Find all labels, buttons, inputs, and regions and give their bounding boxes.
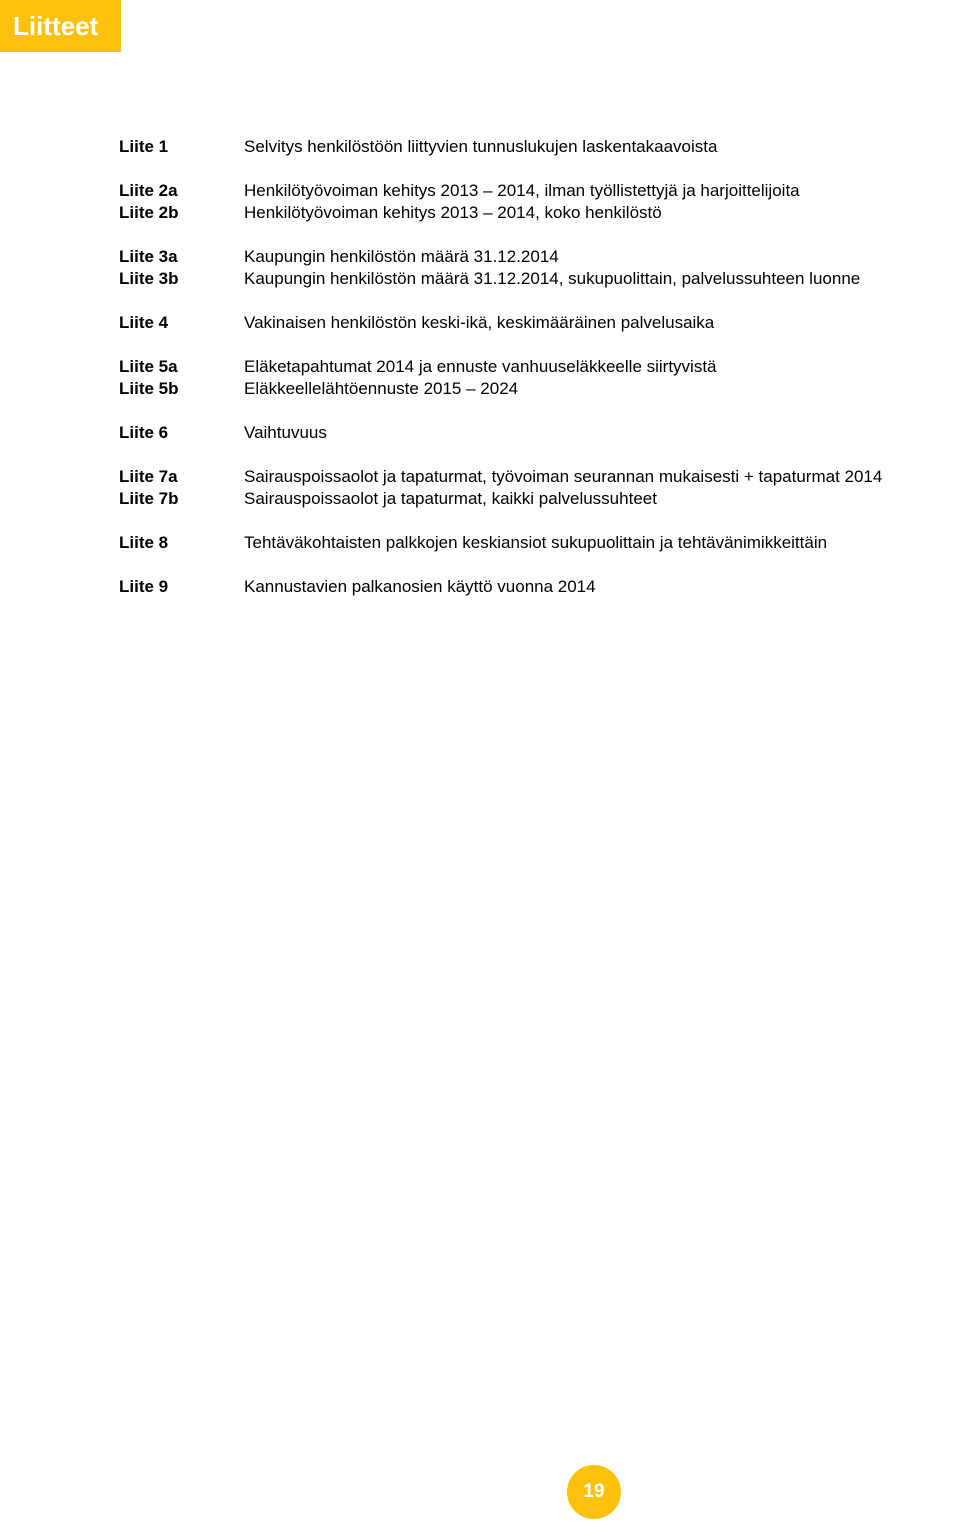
appendix-label: Liite 7a xyxy=(119,467,178,486)
appendix-description: Vaihtuvuus xyxy=(244,423,327,442)
appendix-label: Liite 9 xyxy=(119,577,169,596)
appendix-label: Liite 4 xyxy=(119,313,169,332)
appendix-label: Liite 8 xyxy=(119,533,169,552)
appendix-description: Eläketapahtumat 2014 ja ennuste vanhuuseläkkeelle siirtyvistä xyxy=(244,357,717,376)
page-title: Liitteet xyxy=(0,0,121,52)
appendix-label: Liite 5a xyxy=(119,357,178,376)
appendix-label: Liite 1 xyxy=(119,137,169,156)
appendix-description: Sairauspoissaolot ja tapaturmat, kaikki palvelussuhteet xyxy=(244,489,657,508)
appendix-description: Kaupungin henkilöstön määrä 31.12.2014 xyxy=(244,247,559,266)
appendix-description: Henkilötyövoiman kehitys 2013 – 2014, ilman työllistettyjä ja harjoittelijoita xyxy=(244,181,800,200)
appendix-label: Liite 7b xyxy=(119,489,179,508)
appendix-description: Sairauspoissaolot ja tapaturmat, työvoiman seurannan mukaisesti + tapaturmat 2014 xyxy=(244,467,883,486)
appendix-description: Henkilötyövoiman kehitys 2013 – 2014, koko henkilöstö xyxy=(244,203,662,222)
appendix-label: Liite 3b xyxy=(119,269,179,288)
appendix-label: Liite 3a xyxy=(119,247,178,266)
appendix-description: Kaupungin henkilöstön määrä 31.12.2014, sukupuolittain, palvelussuhteen luonne xyxy=(244,269,861,288)
page-number-badge: 19 xyxy=(567,1465,621,1519)
appendix-label: Liite 5b xyxy=(119,379,179,398)
appendix-description: Eläkkeellelähtöennuste 2015 – 2024 xyxy=(244,379,519,398)
appendix-description: Tehtäväkohtaisten palkkojen keskiansiot sukupuolittain ja tehtävänimikkeittäin xyxy=(244,533,828,552)
appendix-label: Liite 2a xyxy=(119,181,178,200)
appendix-description: Selvitys henkilöstöön liittyvien tunnuslukujen laskentakaavoista xyxy=(244,137,718,156)
appendix-label: Liite 2b xyxy=(119,203,179,222)
appendix-description: Vakinaisen henkilöstön keski-ikä, keskimääräinen palvelusaika xyxy=(244,313,715,332)
appendix-description: Kannustavien palkanosien käyttö vuonna 2014 xyxy=(244,577,596,596)
appendix-label: Liite 6 xyxy=(119,423,169,442)
